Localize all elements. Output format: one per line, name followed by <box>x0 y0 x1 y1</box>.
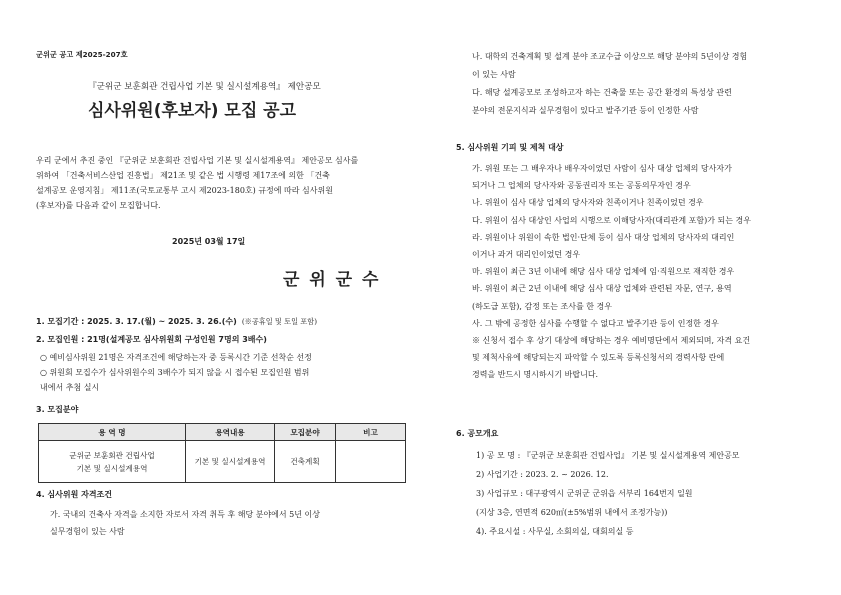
list-item: 분야의 전문지식과 실무경험이 있다고 발주기관 등이 인정한 사람 <box>472 106 699 115</box>
fields-label: 3. 모집분야 <box>36 405 79 414</box>
list-item: 이거나 과거 대리인이었던 경우 <box>472 250 581 260</box>
overview-list <box>476 446 740 541</box>
table-cell: 군위군 보훈회관 건립사업 기본 및 실시설계용역 <box>39 441 186 483</box>
list-item: 3) 사업규모 : 대구광역시 군위군 군위읍 서부리 164번지 일원 <box>476 489 693 498</box>
notice-number: 군위군 공고 제2025-207호 <box>36 50 128 59</box>
list-item: 마. 위원이 최근 3년 이내에 해당 심사 대상 업체에 임·직원으로 재직한 경우 <box>472 267 735 277</box>
issue-date: 2025년 03월 17일 <box>172 237 246 246</box>
list-item: 나. 위원이 심사 대상 업체의 당사자와 친족이거나 친족이었던 경우 <box>472 198 704 208</box>
page-title: 심사위원(후보자) 모집 공고 <box>88 101 297 121</box>
list-item: 다. 해당 설계공모로 조성하고자 하는 건축물 또는 공간 환경의 특성상 관련 <box>472 88 732 97</box>
intro-line: (후보자)를 다음과 같이 모집합니다. <box>36 201 161 210</box>
table-cell: 건축계획 <box>275 441 336 483</box>
issuer-name: 군 위 군 수 <box>283 270 381 290</box>
list-item: 1) 공 모 명 : 『군위군 보훈회관 건립사업』 기본 및 실시설계용역 제안공모 <box>476 451 740 460</box>
table-header: 비고 <box>336 424 406 441</box>
list-item: 경력을 반드시 명시하시기 바랍니다. <box>472 370 599 380</box>
period-label: 1. 모집기간 : 2025. 3. 17.(월) ~ 2025. 3. 26.(수) <box>36 317 237 326</box>
table-cell: 기본 및 실시설계용역 <box>186 441 275 483</box>
overview-label: 6. 공모개요 <box>456 429 499 438</box>
list-item: 사. 그 밖에 공정한 심사를 수행할 수 없다고 발주기관 등이 인정한 경우 <box>472 318 719 328</box>
fields-table <box>38 423 406 483</box>
table-header-row <box>39 424 406 441</box>
qualification-list <box>50 506 320 540</box>
list-item: 2) 사업기간 : 2023. 2. ~ 2026. 12. <box>476 470 609 479</box>
list-item: 가. 국내의 건축사 자격을 소지한 자로서 자격 취득 후 해당 분야에서 5년 이상 <box>50 510 320 519</box>
list-item: (지상 3층, 연면적 620㎡(±5%범위 내에서 조정가능)) <box>476 508 668 517</box>
table-header: 모집분야 <box>275 424 336 441</box>
list-item: (하도급 포함), 감정 또는 조사를 한 경우 <box>472 301 612 311</box>
list-item: ○ 위원회 모집수가 심사위원수의 3배수가 되지 않을 시 접수된 모집인원 범위 <box>40 368 310 377</box>
period-note: (※공휴일 및 토일 포함) <box>241 317 318 326</box>
qualification-label: 4. 심사위원 자격조건 <box>36 490 112 499</box>
list-item: 내에서 추첨 실시 <box>40 383 100 392</box>
project-line: 『군위군 보훈회관 건립사업 기본 및 실시설계용역』 제안공모 <box>88 82 321 92</box>
list-item: 및 제척사유에 해당되는지 파악할 수 있도록 등록신청서의 경력사항 란에 <box>472 353 725 363</box>
list-item: 4). 주요시설 : 사무실, 소회의실, 대회의실 등 <box>476 527 634 536</box>
members-bullets <box>40 350 312 395</box>
members-label: 2. 모집인원 : 21명(설계공모 심사위원회 구성인원 7명의 3배수) <box>36 335 267 344</box>
list-item: 바. 위원이 최근 2년 이내에 해당 심사 대상 업체와 관련된 자문, 연구, 용역 <box>472 284 732 294</box>
intro-line: 설계공모 운영지침」 제11조(국토교통부 고시 제2023-180호) 규정에 따라 심사위원 <box>36 186 333 195</box>
table-header: 용역내용 <box>186 424 275 441</box>
recruitment-period <box>36 309 317 328</box>
qualification-list-cont <box>472 48 747 120</box>
table-row <box>39 441 406 483</box>
intro-paragraph <box>36 153 358 213</box>
list-item: 되거나 그 업체의 당사자와 공동권리자 또는 공동의무자인 경우 <box>472 181 691 191</box>
list-item: 이 있는 사람 <box>472 70 516 79</box>
list-item: 다. 위원이 심사 대상인 사업의 시행으로 이해당사자(대리관계 포함)가 되는 경우 <box>472 215 751 225</box>
list-item: 실무경험이 있는 사람 <box>50 527 125 536</box>
list-item: 나. 대학의 건축계획 및 설계 분야 조교수급 이상으로 해당 분야의 5년이상 경험 <box>472 52 748 61</box>
exclusion-label: 5. 심사위원 기피 및 제척 대상 <box>456 143 564 152</box>
exclusion-list <box>472 160 751 384</box>
intro-line: 위하여 「건축서비스산업 진흥법」 제21조 및 같은 법 시행령 제17조에 의한 「건축 <box>36 171 330 180</box>
list-item: ○ 예비심사위원 21명은 자격조건에 해당하는자 중 등록시간 기준 선착순 선정 <box>40 353 312 362</box>
table-cell <box>336 441 406 483</box>
table-header: 용 역 명 <box>39 424 186 441</box>
intro-line: 우리 군에서 추진 중인 『군위군 보훈회관 건립사업 기본 및 실시설계용역』 제안공모 심사를 <box>36 156 359 165</box>
list-item: 가. 위원 또는 그 배우자나 배우자이었던 사람이 심사 대상 업체의 당사자가 <box>472 164 732 173</box>
list-item: 라. 위원이나 위원이 속한 법인·단체 등이 심사 대상 업체의 당사자의 대리인 <box>472 232 735 242</box>
list-item: ※ 신청서 접수 후 상기 대상에 해당하는 경우 예비명단에서 제외되며, 자격 요건 <box>472 336 751 346</box>
